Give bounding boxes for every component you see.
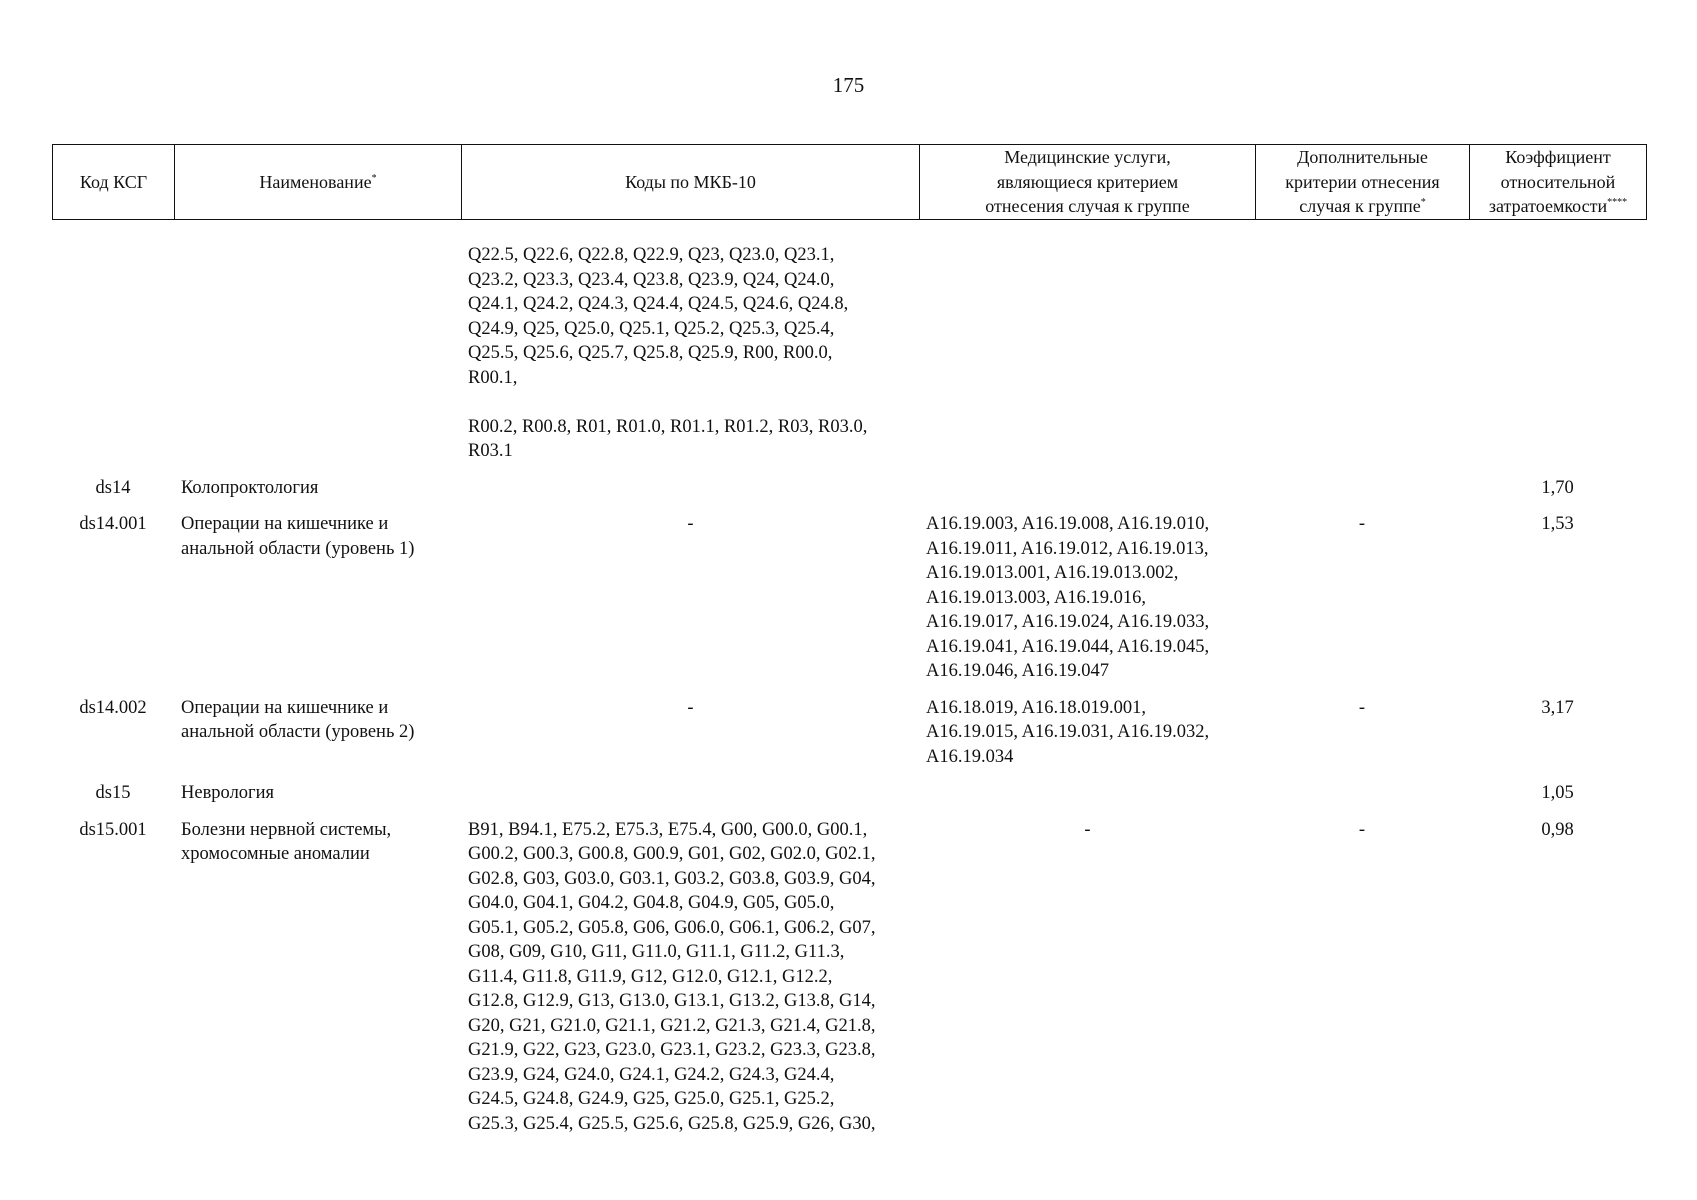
ksg-name: Неврология [181,783,275,803]
coefficient-value: 3,17 [1541,697,1574,718]
ksg-code: ds15 [95,783,131,803]
coefficient-value: 1,70 [1541,477,1574,498]
ksg-name: Операции на кишечнике и анальной области (уровень 2) [181,697,415,742]
table-header [52,144,1647,220]
table-row [52,696,1646,770]
page-number: 175 [832,73,865,97]
additional-criteria-cell: - [1358,697,1366,718]
coefficient-value: 1,53 [1541,514,1574,534]
mkb-codes-cell: - [687,697,694,718]
mkb-codes-cell: Q22.5, Q22.6, Q22.8, Q22.9, Q23, Q23.0, Q23.1, Q23.2, Q23.3, Q23.4, Q23.8, Q23.9, Q24, Q24.0, Q24.1, Q24.2, Q24.3, Q24.4, Q24.5, Q24.6, Q24.8, Q24.9, Q25, Q25.0, Q25.1, Q25.2, Q25.3, Q25.4, Q25.5, Q25.6, Q25.7, Q25.8, Q25.9, R00, R00.0, R00.1, R00.2, R00.8, R01, R01.0, R01.1, R01.2, R03, R03.0, R03.1 [468,245,868,461]
ksg-code: ds15.001 [79,819,147,840]
ksg-name: Операции на кишечнике и анальной области (уровень 1) [181,514,415,559]
ksg-name: Колопроктология [181,477,319,498]
header-services: Медицинские услуги, являющиеся критерием отнесения случая к группе [920,145,1256,220]
services-cell: A16.18.019, A16.18.019.001, A16.19.015, A16.19.031, A16.19.032, A16.19.034 [926,697,1210,767]
header-code: Код КСГ [53,145,175,220]
coefficient-value: 0,98 [1541,819,1574,840]
header-additional-footnote-mark: * [1420,197,1426,208]
table-row [52,476,1646,501]
ksg-code: ds14.001 [79,514,147,534]
header-coefficient: Коэффициент относительной затратоемкости**** [1470,145,1647,220]
services-cell: - [1084,819,1091,840]
table-row [52,781,1646,806]
additional-criteria-cell: - [1358,514,1366,534]
table-row [52,818,1646,1137]
header-name-footnote-mark: * [371,172,377,184]
ksg-name: Болезни нервной системы, хромосомные аномалии [181,819,392,864]
table-row [52,512,1646,684]
mkb-codes-cell: - [687,514,694,534]
additional-criteria-cell: - [1358,819,1366,840]
services-cell: A16.19.003, A16.19.008, A16.19.010, A16.19.011, A16.19.012, A16.19.013, A16.19.013.001, A16.19.013.002, A16.19.013.003, A16.19.016, A16.19.017, A16.19.024, A16.19.033, A16.19.041, A16.19.044, A16.19.045, A16.19.046, A16.19.047 [926,514,1210,681]
coefficient-value: 1,05 [1541,783,1574,803]
ksg-code: ds14.002 [79,697,147,718]
table-body [52,243,1646,1136]
ksg-code: ds14 [95,477,131,498]
header-additional: Дополнительные критерии отнесения случая к группе* [1256,145,1470,220]
table-row-continuation [52,243,1646,464]
header-coefficient-footnote-mark: **** [1607,197,1628,208]
mkb-codes-cell: B91, B94.1, E75.2, E75.3, E75.4, G00, G00.0, G00.1, G00.2, G00.3, G00.8, G00.9, G01, G02, G02.0, G02.1, G02.8, G03, G03.0, G03.1, G03.2, G03.8, G03.9, G04, G04.0, G04.1, G04.2, G04.8, G04.9, G05, G05.0, G05.1, G05.2, G05.8, G06, G06.0, G06.1, G06.2, G07, G08, G09, G10, G11, G11.0, G11.1, G11.2, G11.3, G11.4, G11.8, G11.9, G12, G12.0, G12.1, G12.2, G12.8, G12.9, G13, G13.0, G13.1, G13.2, G13.8, G14, G20, G21, G21.0, G21.1, G21.2, G21.3, G21.4, G21.8, G21.9, G22, G23, G23.0, G23.1, G23.2, G23.3, G23.8, G23.9, G24, G24.0, G24.1, G24.2, G24.3, G24.4, G24.5, G24.8, G24.9, G25, G25.0, G25.1, G25.2, G25.3, G25.4, G25.5, G25.6, G25.8, G25.9, G26, G30, [468,819,876,1134]
header-mkb: Коды по МКБ-10 [462,145,920,220]
header-name: Наименование* [175,145,462,220]
